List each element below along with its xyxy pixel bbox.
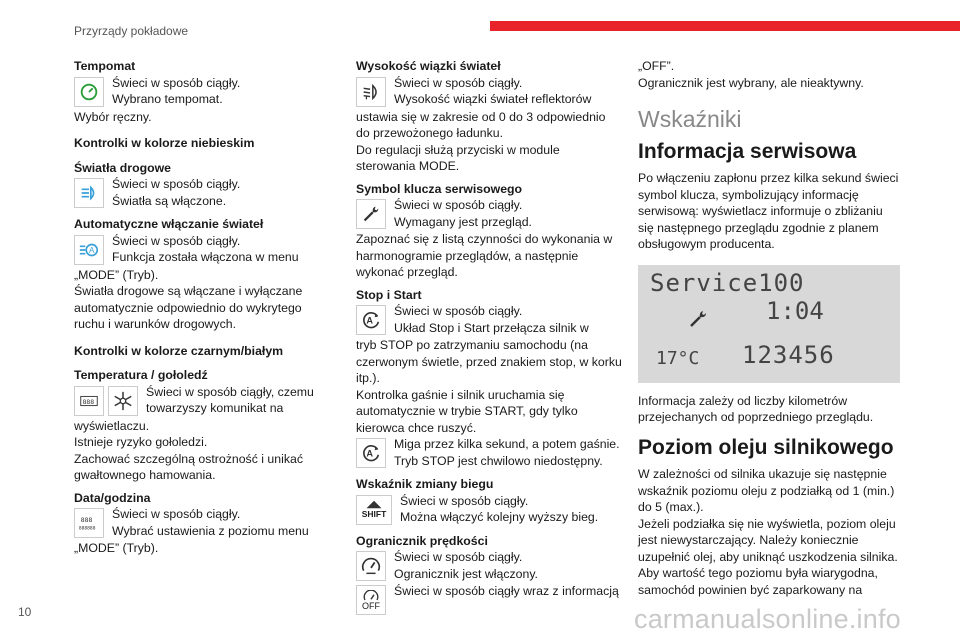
high-beam-icon	[74, 178, 104, 208]
service-info-text: Po włączeniu zapłonu przez kilka sekund świeci symbol klucza, symbolizujący informację serwisową: wyświetlacz informuje o zbliżaniu się następnego przeglądu zgodnie z planem obsługowym producenta.	[638, 171, 899, 251]
svg-text:A: A	[366, 315, 374, 326]
dash-odometer: 123456	[742, 340, 835, 369]
beam-height-title: Wysokość wiązki świateł	[356, 59, 501, 73]
stop-start-icon	[356, 305, 386, 335]
service-display-image	[638, 265, 900, 383]
svg-text:A: A	[366, 448, 374, 459]
date-display-icon	[74, 508, 104, 538]
high-beam-line-1: Świeci w sposób ciągły.	[112, 177, 241, 191]
wrench-icon	[356, 199, 386, 229]
frost-line-3: wyświetlaczu.	[74, 418, 150, 433]
speed-limiter-icon	[356, 551, 386, 581]
auto-beam-line-1: Świeci w sposób ciągły.	[112, 233, 241, 248]
stop-start-icon	[356, 438, 386, 468]
auto-beam-item	[74, 233, 324, 333]
temperature-display-icon	[74, 386, 104, 416]
column-3	[638, 58, 900, 598]
watermark: carmanualsonline.info	[634, 604, 901, 634]
high-beam-line-2: Światła są włączone.	[112, 193, 227, 208]
limiter-cont-1: „OFF”.	[638, 59, 675, 73]
speed-limiter-line-2: Ogranicznik jest włączony.	[394, 566, 538, 581]
auto-beam-line-3: „MODE” (Tryb).	[74, 267, 159, 282]
page-number: 10	[18, 605, 32, 619]
beam-height-line-4: Do regulacji służą przyciski w module sterowania MODE.	[356, 142, 560, 173]
high-beam-title: Światła drogowe	[74, 160, 172, 175]
auto-high-beam-icon	[74, 235, 104, 265]
service-info-text-2: Informacja zależy od liczby kilometrów przejechanych od poprzedniego przeglądu.	[638, 393, 874, 424]
stop-start-item	[356, 303, 622, 436]
limiter-cont-2: Ogranicznik jest wybrany, ale nieaktywny.	[638, 75, 864, 90]
indicators-heading: Wskaźniki	[638, 106, 742, 132]
service-key-item	[356, 197, 622, 281]
speed-limiter-line-1: Świeci w sposób ciągły.	[394, 550, 523, 564]
stop-start-line-3: tryb STOP po zatrzymaniu samochodu (na czerwonym świetle, przed znakiem stop, w korku itp.).	[356, 338, 622, 385]
service-key-line-3: Zapoznać się z listą czynności do wykonania w harmonogramie przeglądów, a następnie wykonać przegląd.	[356, 232, 613, 279]
speed-limiter-off-icon	[356, 585, 386, 615]
svg-text:888: 888	[82, 397, 95, 406]
beam-height-line-2: Wysokość wiązki świateł reflektorów	[394, 92, 592, 106]
service-key-line-1: Świeci w sposób ciągły.	[394, 198, 523, 212]
blue-lights-heading: Kontrolki w kolorze niebieskim	[74, 136, 255, 150]
speed-limiter-title: Ogranicznik prędkości	[356, 533, 488, 548]
headlamp-levelling-icon	[356, 77, 386, 107]
section-header: Przyrządy pokładowe	[74, 24, 189, 38]
auto-beam-line-2: Funkcja została włączona w menu	[112, 250, 299, 264]
service-key-line-2: Wymagany jest przegląd.	[394, 214, 532, 229]
stop-start-line-6: Tryb STOP jest chwilowo niedostępny.	[394, 453, 603, 468]
gear-shift-line-1: Świeci w sposób ciągły.	[400, 493, 529, 508]
tempomat-title: Tempomat	[74, 59, 136, 73]
oil-level-text-3: Aby wartość tego poziomu była wiarygodna, samochód powinien być zaparkowany na	[638, 566, 878, 597]
gear-shift-up-icon	[356, 495, 392, 525]
dash-wrench-icon	[686, 307, 710, 333]
oil-level-text-2: Jeżeli podziałka się nie wyświetla, poziom oleju jest niewystarczający. Należy koniecznie uzupełnić olej, aby uniknąć uszkodzenia silnika.	[638, 516, 898, 564]
shift-icon-label: SHIFT	[361, 509, 387, 519]
dash-temperature: 17°C	[656, 347, 700, 369]
dash-service-label: Service100	[650, 268, 805, 297]
tempomat-line-1: Świeci w sposób ciągły.	[112, 75, 241, 90]
gear-shift-line-2: Można włączyć kolejny wyższy bieg.	[400, 510, 599, 524]
cruise-control-icon	[74, 77, 104, 107]
date-line-2: Wybrać ustawienia z poziomu menu	[112, 523, 309, 538]
stop-start-line-2: Układ Stop i Start przełącza silnik w	[394, 320, 589, 335]
auto-beam-title: Automatyczne włączanie świateł	[74, 217, 264, 231]
accent-bar	[490, 21, 960, 31]
tempomat-line-2: Wybrano tempomat.	[112, 92, 223, 106]
bw-lights-heading: Kontrolki w kolorze czarnym/białym	[74, 343, 284, 358]
svg-text:888888: 888888	[78, 526, 96, 532]
service-key-title: Symbol klucza serwisowego	[356, 181, 523, 196]
oil-level-text: W zależności od silnika ukazuje się następnie wskaźnik poziomu oleju z podziałką od 1 (min.) do 5 (max.).	[638, 467, 895, 514]
date-title: Data/godzina	[74, 490, 151, 505]
gear-shift-item	[356, 493, 622, 527]
svg-text:888: 888	[80, 516, 93, 525]
frost-line-2: towarzyszy komunikat na	[146, 401, 284, 415]
beam-height-item	[356, 75, 622, 175]
frost-title: Temperatura / gołoledź	[74, 368, 208, 382]
beam-height-line-1: Świeci w sposób ciągły.	[394, 75, 523, 90]
date-line-3: „MODE” (Tryb).	[74, 541, 159, 555]
gear-shift-title: Wskaźnik zmiany biegu	[356, 477, 494, 491]
auto-beam-line-4: Światła drogowe są włączane i wyłączane automatycznie odpowiednio do wykrytego ruchu i warunków drogowych.	[74, 284, 303, 331]
tempomat-item	[74, 75, 324, 126]
stop-start-flash-item	[356, 436, 622, 470]
stop-start-line-1: Świeci w sposób ciągły.	[394, 304, 523, 318]
svg-text:A: A	[89, 245, 95, 255]
speed-limiter-off-item	[356, 583, 622, 617]
stop-start-line-4: Kontrolka gaśnie i silnik uruchamia się automatycznie w trybie START, gdy tylko kierowca chce ruszyć.	[356, 387, 578, 435]
frost-line-1: Świeci w sposób ciągły, czemu	[146, 384, 314, 399]
oil-level-heading: Poziom oleju silnikowego	[638, 435, 894, 459]
column-2	[356, 58, 622, 617]
frost-line-4: Istnieje ryzyko gołoledzi.	[74, 435, 208, 449]
stop-start-line-5: Miga przez kilka sekund, a potem gaśnie.	[394, 437, 620, 451]
frost-item	[74, 384, 324, 484]
high-beam-item	[74, 176, 324, 210]
snowflake-icon	[108, 386, 138, 416]
speed-limiter-line-3: Świeci w sposób ciągły wraz z informacją	[394, 584, 619, 598]
off-icon-label: OFF	[362, 600, 380, 611]
tempomat-line-3: Wybór ręczny.	[74, 109, 152, 124]
speed-limiter-item	[356, 549, 622, 583]
frost-line-5: Zachować szczególną ostrożność i unikać gwałtownego hamowania.	[74, 451, 303, 482]
date-line-1: Świeci w sposób ciągły.	[112, 507, 241, 521]
stop-start-title: Stop i Start	[356, 287, 422, 302]
service-info-heading: Informacja serwisowa	[638, 139, 857, 163]
date-item	[74, 506, 324, 557]
beam-height-line-3: ustawia się w zakresie od 0 do 3 odpowiednio do przewożonego ładunku.	[356, 109, 606, 140]
column-1	[74, 58, 324, 557]
dash-time: 1:04	[766, 296, 824, 325]
